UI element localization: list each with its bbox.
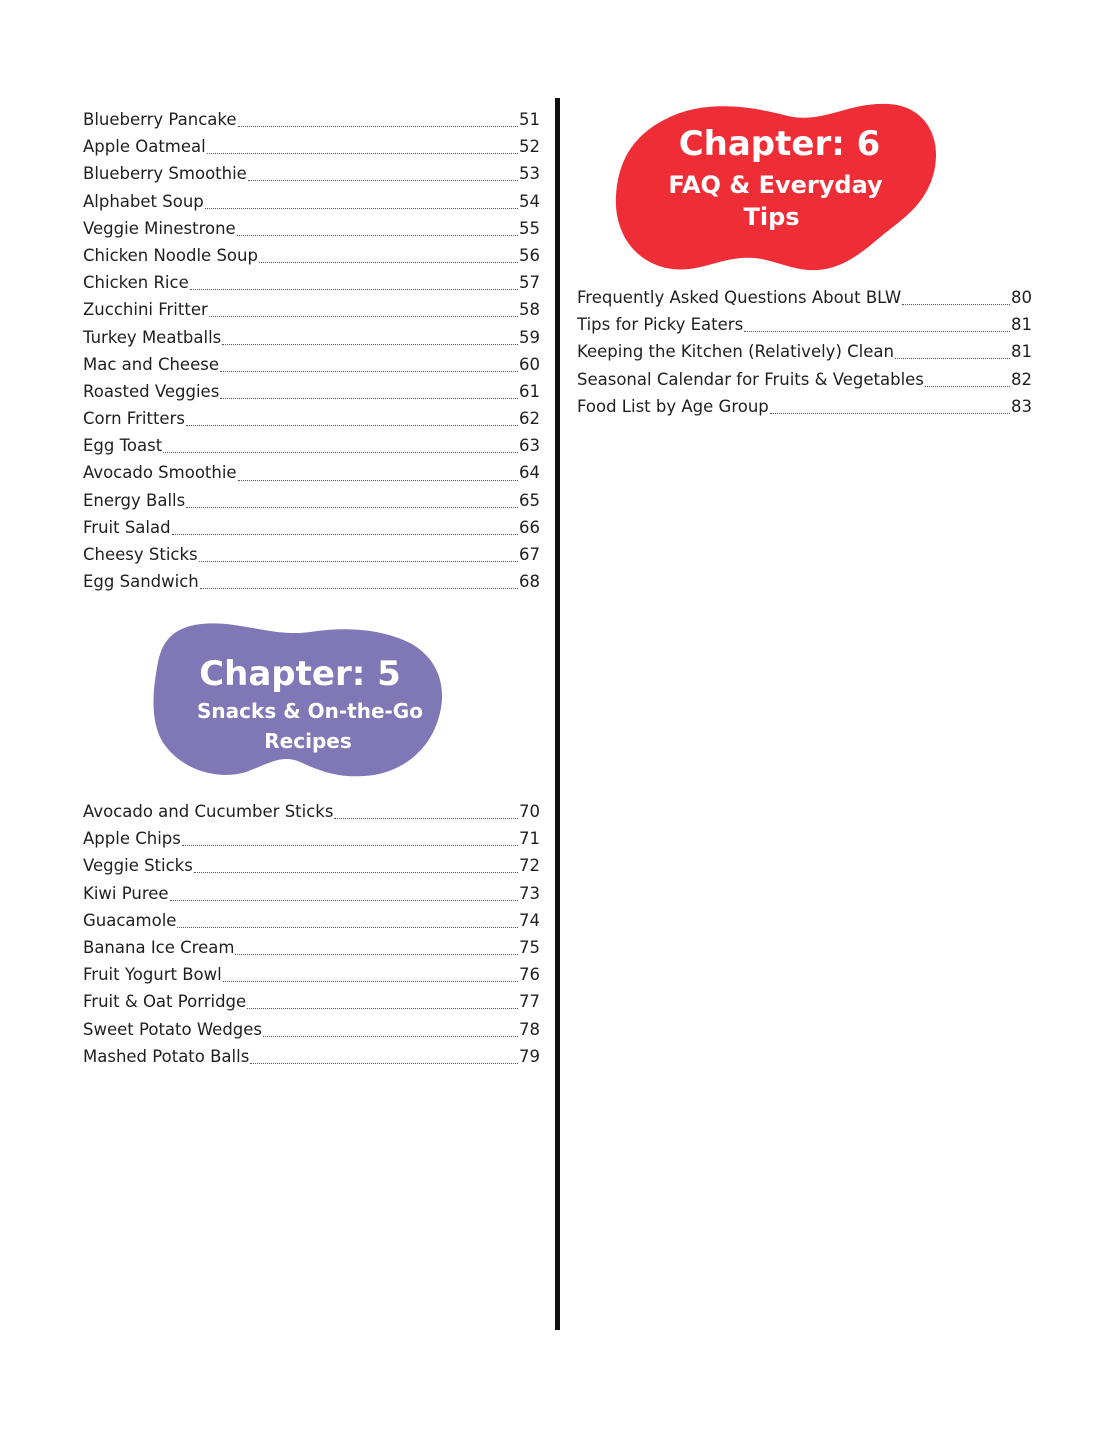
toc-dot-leader <box>248 180 518 181</box>
toc-entry-page-number: 62 <box>519 409 540 429</box>
toc-entry-page-number: 65 <box>519 490 540 510</box>
toc-entry-page-number: 77 <box>519 992 540 1012</box>
toc-entry-page-number: 64 <box>519 463 540 483</box>
toc-dot-leader <box>902 304 1010 305</box>
toc-entry-page-number: 67 <box>519 545 540 564</box>
toc-dot-leader <box>163 452 518 453</box>
toc-entry[interactable] <box>83 269 540 296</box>
toc-entry-title: Mac and Cheese <box>83 354 219 374</box>
toc-entry[interactable] <box>83 568 540 595</box>
toc-entry[interactable] <box>83 351 540 378</box>
toc-entry-title: Frequently Asked Questions About BLW <box>577 288 902 307</box>
toc-entry-page-number: 54 <box>519 191 540 211</box>
toc-entry[interactable] <box>83 1043 540 1070</box>
toc-dot-leader <box>223 981 518 982</box>
toc-list-chapter6 <box>577 284 1032 420</box>
toc-dot-leader <box>194 872 518 873</box>
toc-dot-leader <box>177 927 518 928</box>
toc-entry[interactable] <box>83 106 540 133</box>
toc-entry[interactable] <box>83 541 540 568</box>
toc-entry-title: Mashed Potato Balls <box>83 1046 250 1066</box>
chapter5-title: Chapter: 5 <box>199 654 401 694</box>
toc-entry-page-number: 63 <box>519 436 540 456</box>
toc-entry-page-number: 61 <box>519 381 540 401</box>
toc-entry[interactable] <box>83 324 540 351</box>
toc-entry-page-number: 81 <box>1011 342 1032 362</box>
toc-entry-title: Fruit & Oat Porridge <box>83 992 247 1012</box>
toc-entry-page-number: 59 <box>519 327 540 347</box>
toc-entry[interactable] <box>83 160 540 187</box>
toc-dot-leader <box>925 386 1010 387</box>
toc-entry-page-number: 66 <box>519 517 540 537</box>
toc-dot-leader <box>238 480 518 481</box>
toc-entry-title: Veggie Minestrone <box>83 218 236 238</box>
toc-entry[interactable] <box>83 934 540 961</box>
toc-dot-leader <box>199 561 518 562</box>
toc-entry-page-number: 56 <box>519 245 540 265</box>
toc-entry-title: Roasted Veggies <box>83 381 220 401</box>
toc-entry[interactable] <box>83 514 540 541</box>
toc-entry-title: Fruit Salad <box>83 517 171 537</box>
chapter5-badge <box>150 612 450 782</box>
toc-entry-title: Chicken Noodle Soup <box>83 245 258 265</box>
toc-dot-leader <box>186 425 518 426</box>
toc-dot-leader <box>744 331 1010 332</box>
toc-dot-leader <box>895 358 1010 359</box>
toc-entry-title: Apple Oatmeal <box>83 137 206 157</box>
toc-entry-page-number: 82 <box>1011 369 1032 389</box>
toc-entry[interactable] <box>83 215 540 242</box>
toc-entry[interactable] <box>83 296 540 323</box>
toc-entry-title: Apple Chips <box>83 829 181 849</box>
toc-entry-title: Cheesy Sticks <box>83 545 198 564</box>
toc-entry-title: Veggie Sticks <box>83 856 193 876</box>
toc-entry-page-number: 71 <box>519 829 540 849</box>
toc-entry[interactable] <box>83 988 540 1015</box>
toc-dot-leader <box>190 289 518 290</box>
toc-entry-title: Keeping the Kitchen (Relatively) Clean <box>577 342 894 362</box>
toc-entry-page-number: 58 <box>519 300 540 320</box>
toc-entry-title: Avocado and Cucumber Sticks <box>83 802 334 821</box>
toc-entry[interactable] <box>83 242 540 269</box>
toc-entry-page-number: 52 <box>519 137 540 157</box>
toc-entry[interactable] <box>577 338 1032 365</box>
toc-entry[interactable] <box>83 825 540 852</box>
toc-dot-leader <box>209 316 518 317</box>
toc-dot-leader <box>186 507 518 508</box>
toc-entry-title: Fruit Yogurt Bowl <box>83 965 222 985</box>
toc-entry-page-number: 73 <box>519 883 540 903</box>
toc-entry-page-number: 78 <box>519 1019 540 1039</box>
toc-entry[interactable] <box>83 961 540 988</box>
toc-dot-leader <box>263 1036 518 1037</box>
toc-entry[interactable] <box>83 188 540 215</box>
chapter5-subtitle-line2: Recipes <box>264 729 352 753</box>
toc-list-chapter5 <box>83 798 540 1070</box>
toc-dot-leader <box>334 818 518 819</box>
toc-entry-title: Food List by Age Group <box>577 396 769 416</box>
toc-entry-page-number: 53 <box>519 164 540 184</box>
toc-dot-leader <box>207 153 518 154</box>
toc-entry-title: Tips for Picky Eaters <box>577 315 744 335</box>
toc-entry-page-number: 68 <box>519 572 540 592</box>
toc-entry-title: Egg Sandwich <box>83 572 199 592</box>
toc-dot-leader <box>247 1008 518 1009</box>
toc-entry-title: Guacamole <box>83 910 177 930</box>
toc-entry[interactable] <box>577 284 1032 311</box>
toc-entry[interactable] <box>83 432 540 459</box>
toc-dot-leader <box>170 900 518 901</box>
toc-entry[interactable] <box>83 907 540 934</box>
toc-entry[interactable] <box>83 133 540 160</box>
column-divider <box>555 98 560 1330</box>
toc-entry[interactable] <box>83 880 540 907</box>
toc-entry-title: Blueberry Pancake <box>83 110 237 129</box>
toc-dot-leader <box>259 262 518 263</box>
toc-entry-page-number: 51 <box>519 110 540 129</box>
toc-dot-leader <box>220 371 518 372</box>
toc-entry[interactable] <box>83 798 540 825</box>
toc-dot-leader <box>220 398 518 399</box>
toc-dot-leader <box>182 845 518 846</box>
toc-entry[interactable] <box>83 487 540 514</box>
toc-entry-page-number: 81 <box>1011 315 1032 335</box>
toc-entry-page-number: 79 <box>519 1046 540 1066</box>
toc-dot-leader <box>205 208 518 209</box>
toc-entry-page-number: 70 <box>519 802 540 821</box>
toc-dot-leader <box>172 534 518 535</box>
toc-entry-title: Kiwi Puree <box>83 883 169 903</box>
toc-entry-page-number: 55 <box>519 218 540 238</box>
toc-entry-title: Sweet Potato Wedges <box>83 1019 263 1039</box>
chapter5-subtitle-line1: Snacks & On-the-Go <box>197 699 423 723</box>
toc-entry-title: Seasonal Calendar for Fruits & Vegetables <box>577 369 924 389</box>
toc-dot-leader <box>770 413 1010 414</box>
toc-entry[interactable] <box>83 852 540 879</box>
toc-entry[interactable] <box>83 459 540 486</box>
toc-dot-leader <box>235 954 518 955</box>
toc-entry-title: Turkey Meatballs <box>83 327 222 347</box>
toc-dot-leader <box>222 344 518 345</box>
toc-entry-title: Alphabet Soup <box>83 191 204 211</box>
toc-entry[interactable] <box>577 366 1032 393</box>
toc-entry-title: Blueberry Smoothie <box>83 164 247 184</box>
toc-dot-leader <box>238 126 518 127</box>
toc-entry-page-number: 57 <box>519 273 540 293</box>
toc-entry[interactable] <box>83 405 540 432</box>
toc-entry[interactable] <box>83 378 540 405</box>
toc-entry-page-number: 80 <box>1011 288 1032 307</box>
toc-entry[interactable] <box>577 393 1032 420</box>
toc-entry[interactable] <box>83 1016 540 1043</box>
toc-list-chapter4-continued <box>83 106 540 595</box>
toc-entry-title: Corn Fritters <box>83 409 185 429</box>
toc-entry-page-number: 60 <box>519 354 540 374</box>
toc-entry-title: Zucchini Fritter <box>83 300 208 320</box>
toc-entry-page-number: 74 <box>519 910 540 930</box>
toc-entry-page-number: 72 <box>519 856 540 876</box>
toc-entry-title: Chicken Rice <box>83 273 189 293</box>
toc-entry-page-number: 75 <box>519 937 540 957</box>
toc-entry-title: Egg Toast <box>83 436 163 456</box>
toc-dot-leader <box>200 588 518 589</box>
chapter6-subtitle-line2: Tips <box>743 203 800 231</box>
toc-entry-title: Energy Balls <box>83 490 186 510</box>
toc-entry-title: Avocado Smoothie <box>83 463 237 483</box>
chapter6-subtitle-line1: FAQ & Everyday <box>668 171 883 199</box>
toc-dot-leader <box>250 1063 518 1064</box>
toc-entry-page-number: 76 <box>519 965 540 985</box>
toc-dot-leader <box>237 235 518 236</box>
toc-entry-page-number: 83 <box>1011 396 1032 416</box>
toc-entry-title: Banana Ice Cream <box>83 937 235 957</box>
chapter6-badge <box>608 94 943 276</box>
toc-entry[interactable] <box>577 311 1032 338</box>
chapter6-title: Chapter: 6 <box>678 124 881 164</box>
